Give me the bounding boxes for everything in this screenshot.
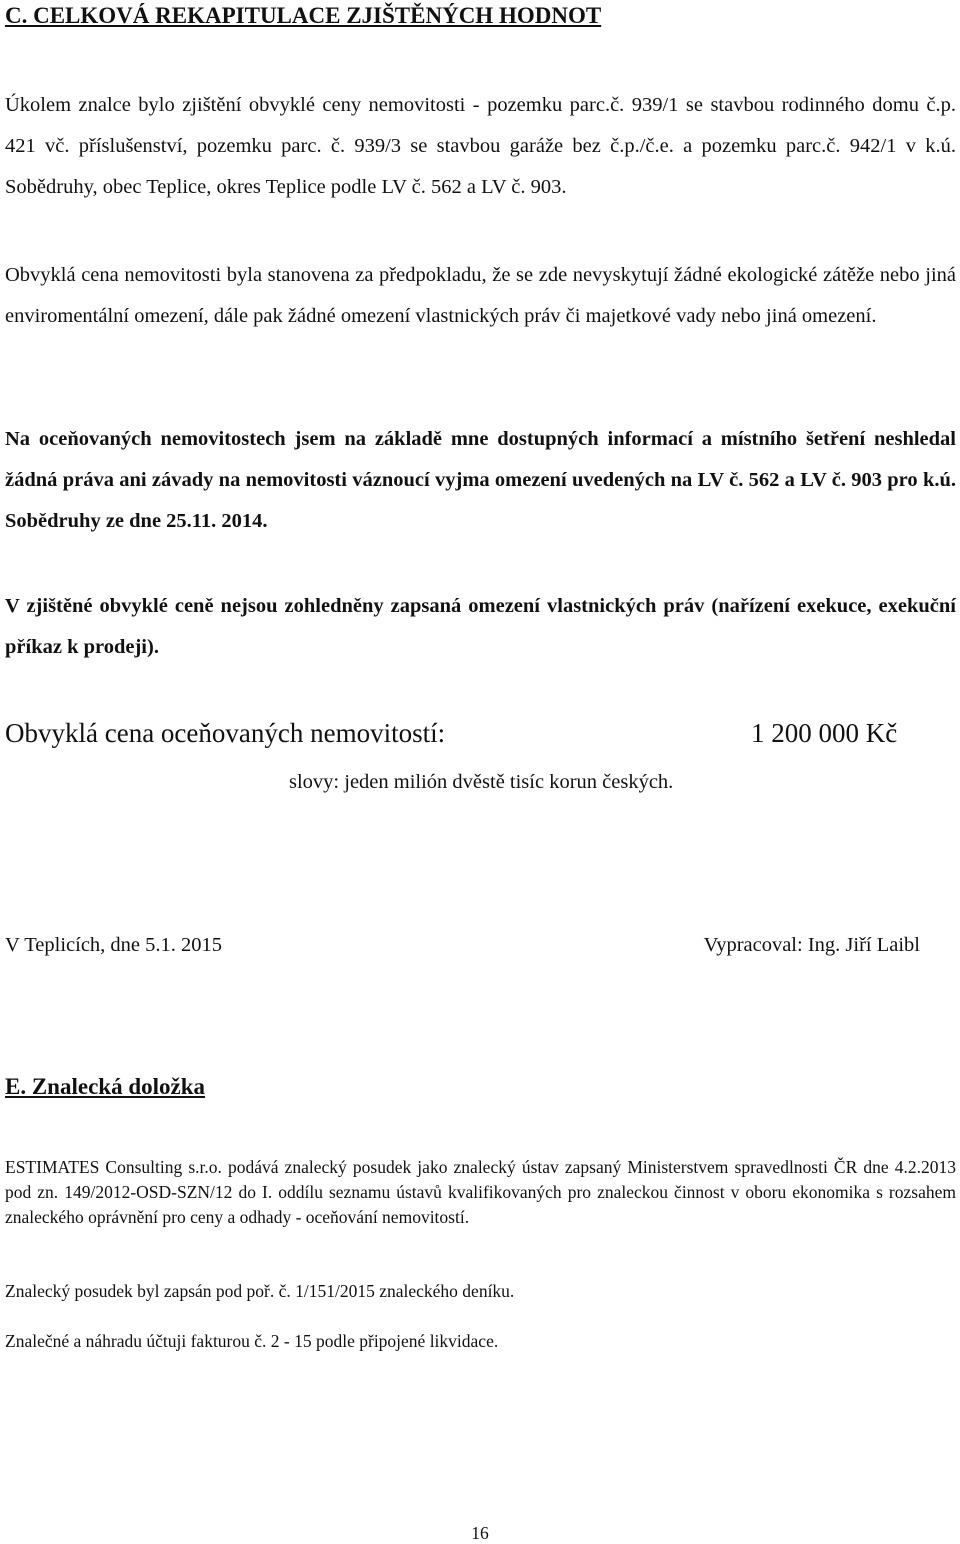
price-in-words: slovy: jeden milión dvěstě tisíc korun českých. [289, 771, 674, 793]
clause-paragraph-2: Znalecký posudek byl zapsán pod poř. č. 1/151/2015 znaleckého deníku. [5, 1281, 515, 1301]
clause-paragraph-1: ESTIMATES Consulting s.r.o. podává znalecký posudek jako znalecký ústav zapsaný Ministerstvem spravedlnosti ČR dne 4.2.2013 pod zn. 149/2012-OSD-SZN/12 do I. oddílu seznamu ústavů kvalifikovaných pro znaleckou činnost v oboru ekonomika s rozsahem znaleckého oprávnění pro ceny a odhady - oceňování nemovitostí. [5, 1157, 956, 1227]
rights-paragraph: Na oceňovaných nemovitostech jsem na základě mne dostupných informací a místního šetření neshledal žádná práva ani závady na nemovitosti váznoucí vyjma omezení uvedených na LV č. 562 a LV č. 903 pro k.ú. Sobědruhy ze dne 25.11. 2014. [5, 428, 956, 532]
clause-paragraph-3: Znalečné a náhradu účtuji fakturou č. 2 - 15 podle připojené likvidace. [5, 1331, 499, 1351]
prepared-by: Vypracoval: Ing. Jiří Laibl [703, 934, 920, 956]
place-date: V Teplicích, dne 5.1. 2015 [5, 934, 223, 956]
price-label: Obvyklá cena oceňovaných nemovitostí: [5, 718, 446, 748]
page-number: 16 [471, 1523, 489, 1543]
section-heading-e: E. Znalecká doložka [5, 1074, 206, 1099]
price-row [5, 716, 956, 750]
signature-row [5, 931, 956, 959]
section-heading-c: C. CELKOVÁ REKAPITULACE ZJIŠTĚNÝCH HODNOT [5, 3, 602, 28]
assumption-paragraph: Obvyklá cena nemovitosti byla stanovena za předpokladu, že se zde nevyskytují žádné ekologické zátěže nebo jiná enviromentální omezení, dále pak žádné omezení vlastnických práv či majetkové vady nebo jiná omezení. [5, 264, 956, 327]
restrictions-paragraph: V zjištěné obvyklé ceně nejsou zohledněny zapsaná omezení vlastnických práv (nařízení exekuce, exekuční příkaz k prodeji). [5, 595, 956, 658]
price-value: 1 200 000 Kč [751, 718, 898, 748]
task-paragraph: Úkolem znalce bylo zjištění obvyklé ceny nemovitosti - pozemku parc.č. 939/1 se stavbou rodinného domu č.p. 421 vč. příslušenství, pozemku parc. č. 939/3 se stavbou garáže bez č.p./č.e. a pozemku parc.č. 942/1 v k.ú. Sobědruhy, obec Teplice, okres Teplice podle LV č. 562 a LV č. 903. [5, 94, 956, 198]
